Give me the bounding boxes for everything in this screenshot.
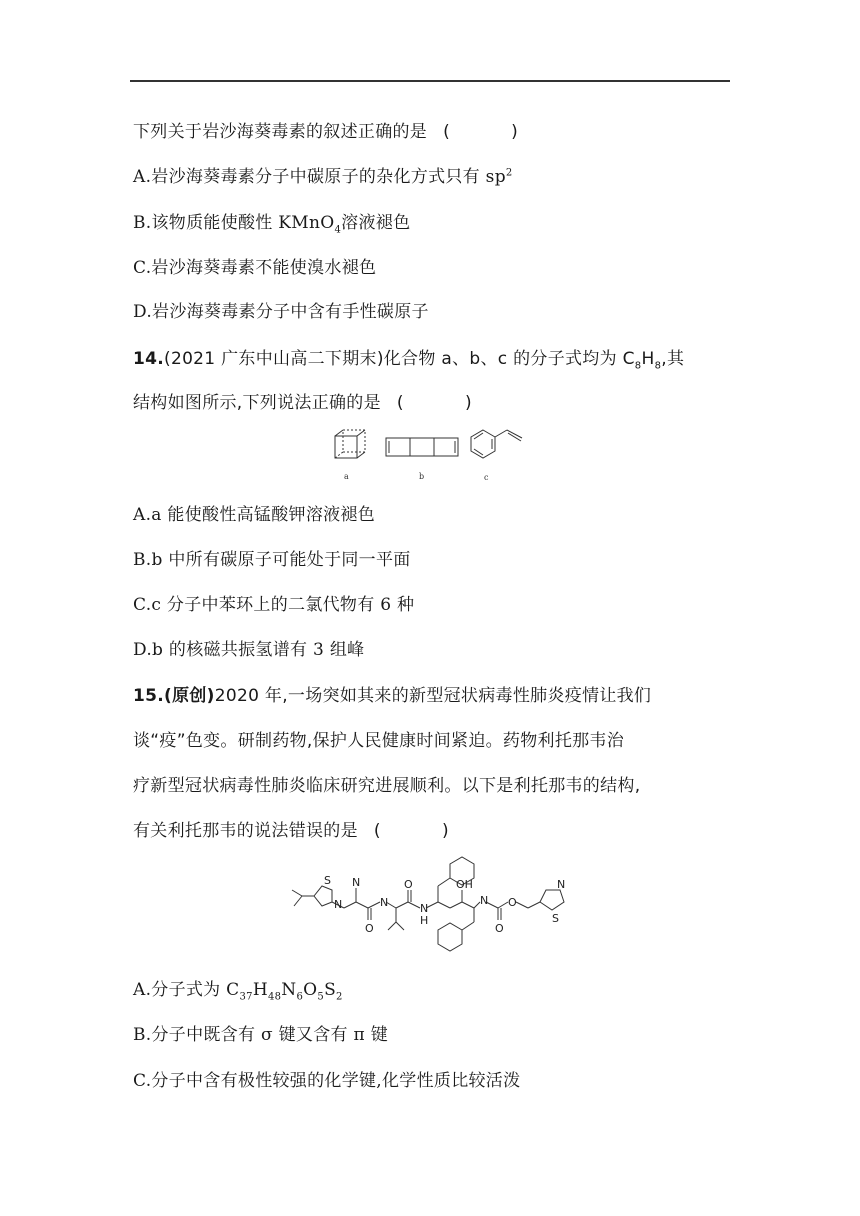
- q15-stem-line4: 有关利托那韦的说法错误的是 ( ): [133, 821, 477, 841]
- svg-text:H: H: [420, 914, 429, 927]
- answer-paren: ( ): [443, 122, 546, 142]
- q15-stem-line3: 疗新型冠状病毒性肺炎临床研究进展顺利。以下是利托那韦的结构,: [133, 776, 641, 796]
- svg-text:N: N: [420, 902, 429, 915]
- svg-text:N: N: [480, 894, 489, 907]
- q15-option-a: A.分子式为 $C_{37}H_{48}N_6O_5S_2$: [133, 980, 343, 1003]
- q13-option-a: A.岩沙海葵毒素分子中碳原子的杂化方式只有 $sp^2$: [133, 167, 513, 187]
- q13-option-d: D.岩沙海葵毒素分子中含有手性碳原子: [133, 302, 429, 322]
- cubane-structure: [335, 430, 365, 458]
- svg-text:O: O: [404, 878, 413, 891]
- top-rule: [130, 80, 730, 82]
- ladderane-structure: [386, 438, 458, 456]
- svg-text:O: O: [495, 922, 504, 935]
- answer-paren: ( ): [373, 821, 477, 841]
- q13-option-b: B.该物质能使酸性 KMnO$_4$溶液褪色: [133, 213, 411, 236]
- question-number: 14.: [133, 349, 165, 369]
- q14-option-d: D.b 的核磁共振氢谱有 3 组峰: [133, 640, 365, 660]
- q14-stem-line2: 结构如图所示,下列说法正确的是 ( ): [133, 393, 500, 413]
- q15-stem-line2: 谈“疫”色变。研制药物,保护人民健康时间紧迫。药物利托那韦治: [133, 731, 625, 751]
- q13-stem: 下列关于岩沙海葵毒素的叙述正确的是 ( ): [133, 122, 546, 142]
- svg-text:N: N: [557, 878, 566, 891]
- styrene-structure: [471, 430, 522, 458]
- svg-text:N: N: [334, 898, 343, 911]
- q14-option-c: C.c 分子中苯环上的二氯代物有 6 种: [133, 595, 415, 615]
- q14-stem-line1: 14.(2021 广东中山高二下期末)化合物 a、b、c 的分子式均为 $C_8H_8$,其: [133, 349, 685, 372]
- svg-text:O: O: [365, 922, 374, 935]
- q15-option-b: B.分子中既含有 σ 键又含有 π 键: [133, 1025, 388, 1045]
- q15-stem-line1: 15.(原创)2020 年,一场突如其来的新型冠状病毒性肺炎疫情让我们: [133, 686, 652, 706]
- q14-option-a: A.a 能使酸性高锰酸钾溶液褪色: [133, 505, 376, 525]
- label-c: c: [484, 473, 489, 482]
- svg-text:O: O: [508, 896, 517, 909]
- label-b: b: [419, 472, 425, 481]
- svg-text:S: S: [552, 912, 559, 925]
- svg-text:N: N: [380, 896, 389, 909]
- q14-option-b: B.b 中所有碳原子可能处于同一平面: [133, 550, 411, 570]
- question-source: (2021 广东中山高二下期末): [164, 349, 384, 369]
- q15-option-c: C.分子中含有极性较强的化学键,化学性质比较活泼: [133, 1071, 521, 1091]
- question-number: 15.: [133, 686, 165, 706]
- answer-paren: ( ): [396, 393, 500, 413]
- svg-text:S: S: [324, 874, 331, 887]
- label-a: a: [344, 472, 349, 481]
- ritonavir-structure-figure: [284, 848, 584, 960]
- q13-option-c: C.岩沙海葵毒素不能使溴水褪色: [133, 258, 377, 278]
- q14-structures-figure: [330, 422, 530, 484]
- svg-text:N: N: [352, 876, 361, 889]
- question-source: (原创): [164, 686, 215, 706]
- svg-text:OH: OH: [456, 878, 473, 891]
